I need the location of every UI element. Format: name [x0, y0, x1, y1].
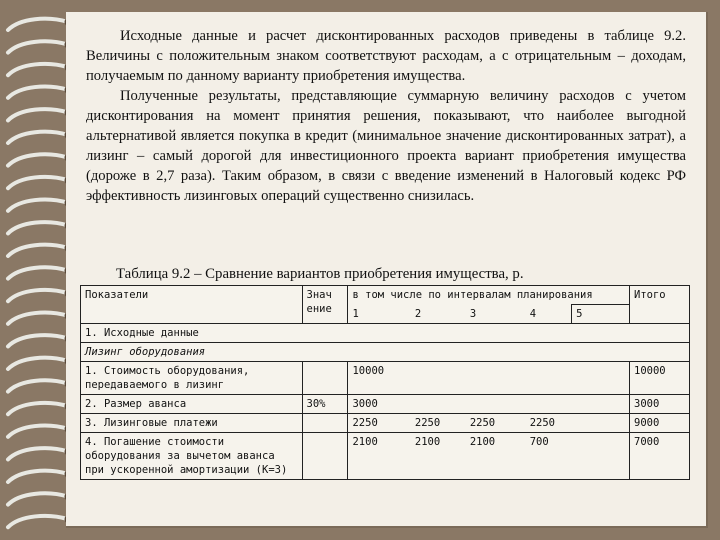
table-caption: Таблица 9.2 – Сравнение вариантов приобретения имущества, р.	[116, 266, 524, 282]
header-total: Итого	[630, 286, 690, 324]
header-value: Знач ение	[302, 286, 348, 324]
document-page	[66, 12, 708, 528]
table-cell-p3	[466, 395, 526, 414]
spiral-ring	[8, 493, 68, 504]
table-cell-p3	[466, 362, 526, 395]
spiral-ring	[8, 335, 68, 346]
table-cell-p1: 2250	[348, 414, 411, 433]
spiral-ring	[8, 380, 68, 391]
table-cell-p5	[572, 433, 630, 480]
table-row	[81, 395, 690, 414]
spiral-ring	[8, 41, 68, 52]
header-period: 1	[348, 305, 411, 324]
table-cell-value	[302, 433, 348, 480]
table-cell-p1: 2100	[348, 433, 411, 480]
table-cell-p1: 3000	[348, 395, 411, 414]
subsection-row	[81, 343, 690, 362]
table-cell-total: 10000	[630, 362, 690, 395]
table-row	[81, 433, 690, 480]
table-cell-total: 3000	[630, 395, 690, 414]
spiral-ring	[8, 109, 68, 120]
table-cell-p4: 2250	[526, 414, 572, 433]
table-cell-p3: 2250	[466, 414, 526, 433]
spiral-ring	[8, 471, 68, 482]
spiral-ring	[8, 64, 68, 75]
table-cell-p3: 2100	[466, 433, 526, 480]
spiral-ring	[8, 516, 68, 527]
paragraph-1: Исходные данные и расчет дисконтированных расходов приведены в таблице 9.2. Величины с положительным знаком соответствуют расходам, а с отрицательным – доходам, получаемым по данному варианту приобретения имущества.	[86, 28, 686, 84]
section-title: 1. Исходные данные	[81, 324, 690, 343]
table-cell-value	[302, 362, 348, 395]
table-cell-p1: 10000	[348, 362, 411, 395]
table-cell-p5	[572, 414, 630, 433]
header-period: 2	[411, 305, 466, 324]
table-cell-value	[302, 414, 348, 433]
table-cell-p2: 2100	[411, 433, 466, 480]
section-row	[81, 324, 690, 343]
table-cell-p2: 2250	[411, 414, 466, 433]
table-cell-label: 3. Лизинговые платежи	[81, 414, 303, 433]
table-row	[81, 362, 690, 395]
spiral-ring	[8, 19, 68, 30]
body-text	[86, 26, 686, 206]
table-row	[81, 414, 690, 433]
spiral-ring	[8, 358, 68, 369]
spiral-ring	[8, 290, 68, 301]
table-cell-total: 9000	[630, 414, 690, 433]
table-cell-p5	[572, 395, 630, 414]
subsection-title: Лизинг оборудования	[81, 343, 690, 362]
spiral-ring	[8, 267, 68, 278]
comparison-table	[80, 285, 690, 480]
spiral-ring	[8, 313, 68, 324]
table-cell-total: 7000	[630, 433, 690, 480]
spiral-ring	[8, 448, 68, 459]
spiral-ring	[8, 154, 68, 165]
spiral-ring	[8, 222, 68, 233]
header-intervals: в том числе по интервалам планирования	[348, 286, 630, 305]
header-period: 3	[466, 305, 526, 324]
table-cell-p4: 700	[526, 433, 572, 480]
table-cell-p2	[411, 395, 466, 414]
spiral-ring	[8, 426, 68, 437]
spiral-ring	[8, 87, 68, 98]
table-cell-value: 30%	[302, 395, 348, 414]
table-cell-label: 4. Погашение стоимости оборудования за вычетом аванса при ускоренной амортизации (К=3)	[81, 433, 303, 480]
header-row	[81, 286, 690, 305]
header-period: 4	[526, 305, 572, 324]
table-cell-p4	[526, 395, 572, 414]
spiral-ring	[8, 177, 68, 188]
table-cell-p4	[526, 362, 572, 395]
table-cell-p5	[572, 362, 630, 395]
header-indicator: Показатели	[81, 286, 303, 324]
table-cell-label: 1. Стоимость оборудования, передаваемого в лизинг	[81, 362, 303, 395]
table-cell-label: 2. Размер аванса	[81, 395, 303, 414]
spiral-ring	[8, 200, 68, 211]
table-cell-p2	[411, 362, 466, 395]
spiral-ring	[8, 132, 68, 143]
spiral-ring	[8, 403, 68, 414]
spiral-ring	[8, 245, 68, 256]
header-period: 5	[572, 305, 630, 324]
paragraph-2: Полученные результаты, представляющие суммарную величину расходов с учетом дисконтирования на момент принятия решения, показывают, что наиболее выгодной альтернативой является покупка в кредит (минимальное значение дисконтированных затрат), а лизинг – самый дорогой для инвестиционного проекта вариант приобретения имущества (дороже в 2,7 раза). Таким образом, в связи с введение изменений в Налоговый кодекс РФ эффективность лизинговых операций существенно снизилась.	[86, 88, 686, 204]
